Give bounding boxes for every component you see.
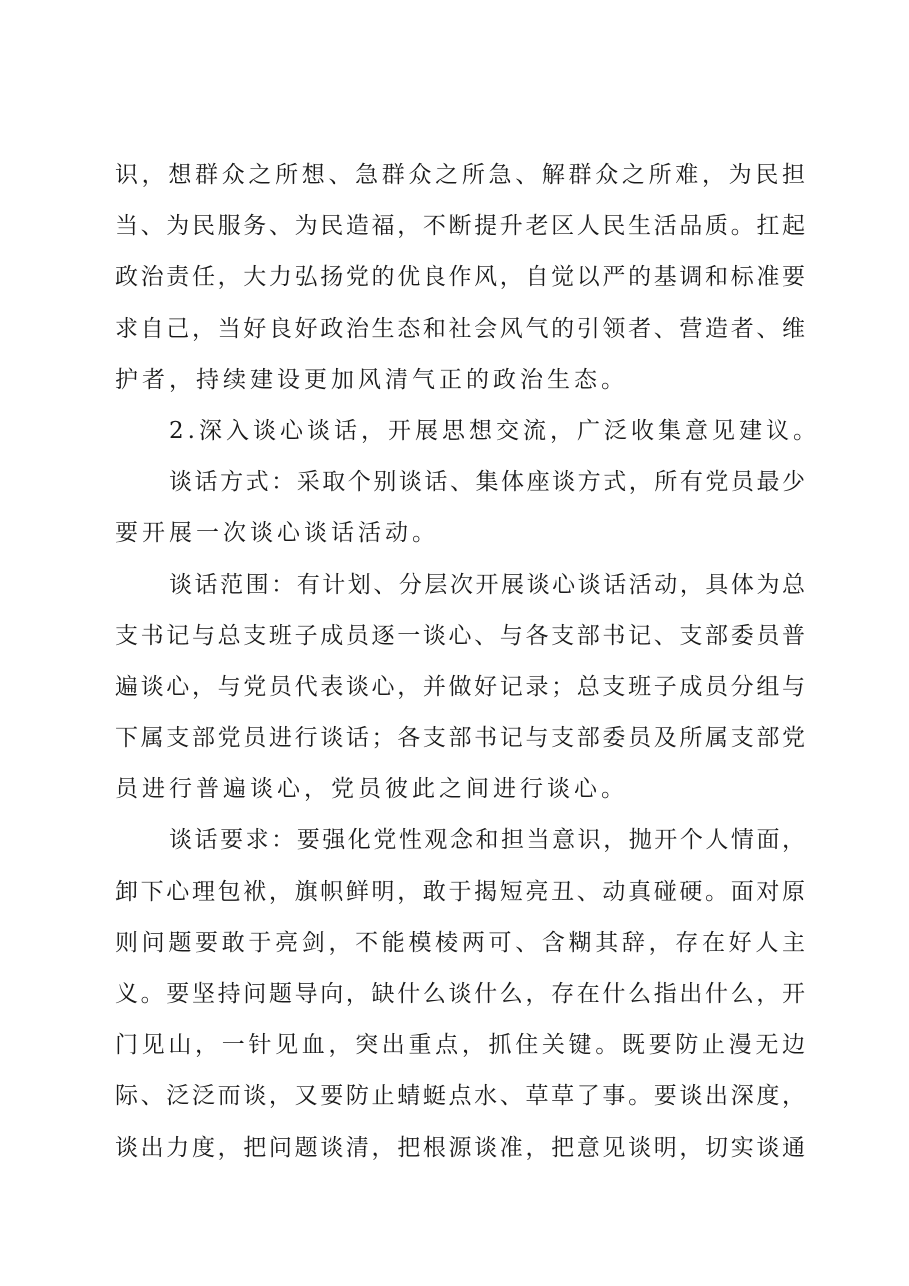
text-line: 下属支部党员进行谈话；各支部书记与支部委员及所属支部党 <box>115 725 805 752</box>
text-line: 当、为民服务、为民造福，不断提升老区人民生活品质。扛起 <box>115 213 805 240</box>
text-line: 义。要坚持问题导向，缺什么谈什么，存在什么指出什么，开 <box>115 981 805 1007</box>
text-line: 谈话要求：要强化党性观念和担当意识，抛开个人情面， <box>169 827 805 854</box>
text-line: 员进行普遍谈心，党员彼此之间进行谈心。 <box>115 776 628 803</box>
text-line: 支书记与总支班子成员逐一谈心、与各支部书记、支部委员普 <box>115 622 805 649</box>
text-line: 谈话方式：采取个别谈话、集体座谈方式，所有党员最少 <box>169 469 805 496</box>
text-line: 护者，持续建设更加风清气正的政治生态。 <box>115 366 628 393</box>
text-line: 则问题要敢于亮剑，不能模棱两可、含糊其辞，存在好人主 <box>115 929 805 956</box>
text-line: 际、泛泛而谈，又要防止蜻蜓点水、草草了事。要谈出深度， <box>115 1083 805 1110</box>
text-line: 遍谈心，与党员代表谈心，并做好记录；总支班子成员分组与 <box>115 673 805 700</box>
text-line: 求自己，当好良好政治生态和社会风气的引领者、营造者、维 <box>115 315 805 342</box>
text-line: 要开展一次谈心谈话活动。 <box>115 520 439 547</box>
text-line: 门见山，一针见血，突出重点，抓住关键。既要防止漫无边 <box>115 1032 805 1059</box>
body-text <box>115 150 820 1174</box>
text-line: 谈出力度，把问题谈清，把根源谈准，把意见谈明，切实谈通 <box>115 1134 805 1161</box>
text-line: 识，想群众之所想、急群众之所急、解群众之所难，为民担 <box>115 162 805 188</box>
text-line: 2.深入谈心谈话，开展思想交流，广泛收集意见建议。 <box>169 417 820 444</box>
text-line: 卸下心理包袱，旗帜鲜明，敢于揭短亮丑、动真碰硬。面对原 <box>115 878 805 905</box>
text-line: 政治责任，大力弘扬党的优良作风，自觉以严的基调和标准要 <box>115 264 805 291</box>
text-line: 谈话范围：有计划、分层次开展谈心谈话活动，具体为总 <box>169 571 805 598</box>
